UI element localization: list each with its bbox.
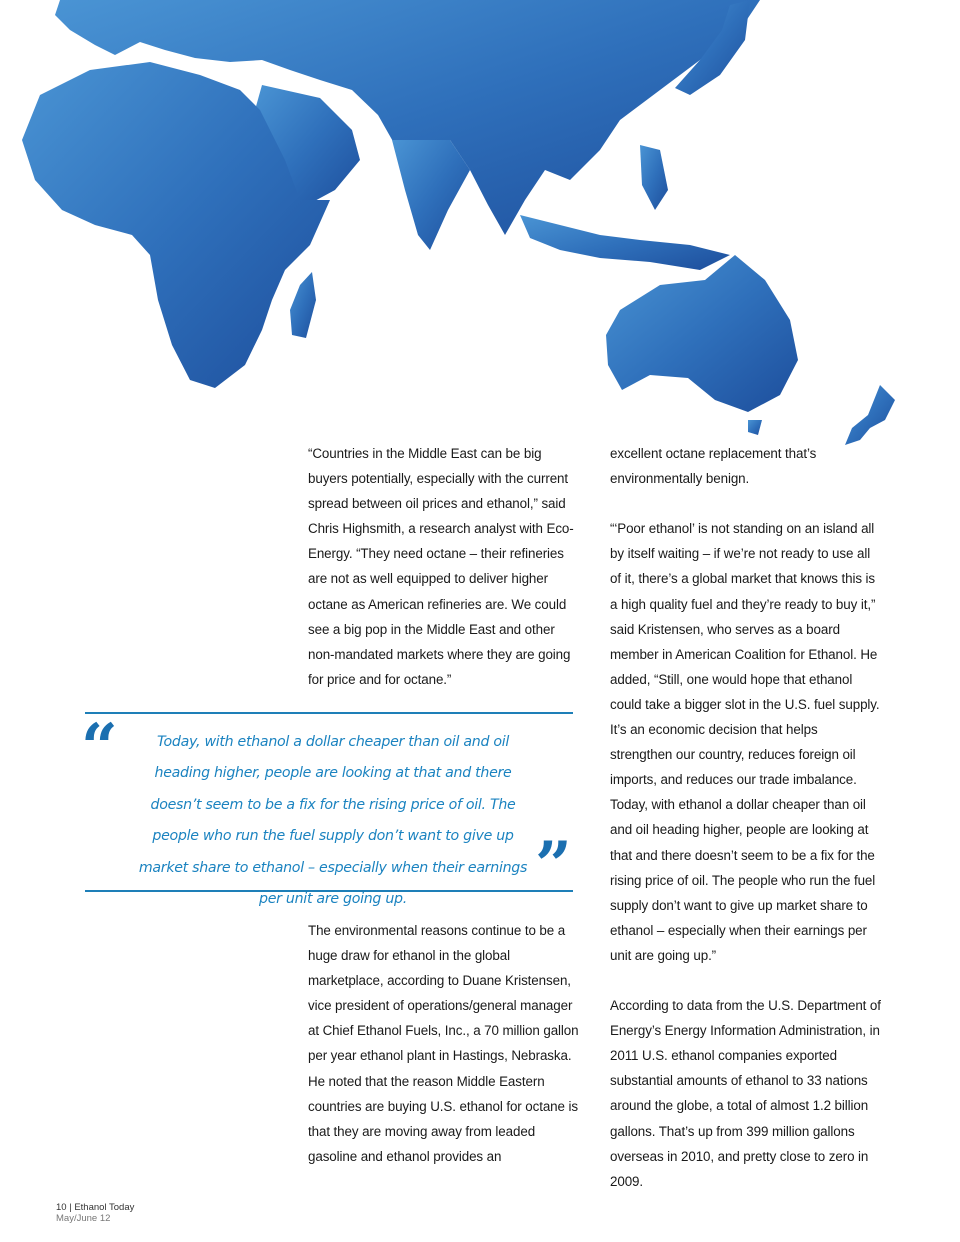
article-column-right: [610, 441, 882, 1194]
world-map-image: [0, 0, 960, 470]
article-column-left-bottom: [308, 918, 583, 1169]
indonesia-landmass: [520, 215, 730, 270]
issue-date: May/June 12: [56, 1213, 111, 1224]
tasmania-landmass: [748, 420, 762, 435]
page-footer: [56, 1202, 134, 1224]
pull-quote: [81, 710, 573, 908]
madagascar-landmass: [290, 272, 316, 338]
india-landmass: [392, 140, 470, 250]
page-number-line: 10 | Ethanol Today: [56, 1202, 135, 1213]
article-paragraph: excellent octane replacement that’s environmentally benign.: [610, 446, 817, 487]
article-column-left-top: [308, 441, 583, 692]
article-paragraph: “Countries in the Middle East can be big buyers potentially, especially with the current spread between oil prices and ethanol,” said Chris Highsmith, a research analyst with Eco-Energy. “They need octane – their refineries are not as well equipped to deliver higher octane as American refineries are. We could see a big pop in the Middle East and other non-mandated markets where they are going for price and for octane.”: [308, 446, 574, 687]
australia-landmass: [606, 255, 798, 412]
close-quote-mark: ”: [535, 828, 572, 903]
philippines-landmass: [640, 145, 668, 210]
article-paragraph: The environmental reasons continue to be a huge draw for ethanol in the global marketplace, according to Duane Kristensen, vice president of operations/general manager at Chief Ethanol Fuels, Inc., a 70 million gallon per year ethanol plant in Hastings, Nebraska. He noted that the reason Middle Eastern countries are buying U.S. ethanol for octane is that they are moving away from leaded gasoline and ethanol provides an: [308, 923, 579, 1164]
article-paragraph: “‘Poor ethanol’ is not standing on an island all by itself waiting – if we’re not ready to use all of it, there’s a global market that knows this is a high quality fuel and they’re ready to buy it,” said Kristensen, who serves as a board member in American Coalition for Ethanol. He added, “Still, one would hope that ethanol could take a bigger slot in the U.S. fuel supply. It’s an economic decision that helps strengthen our country, reduces foreign oil imports, and reduces our trade imbalance. Today, with ethanol a dollar cheaper than oil and oil heading higher, people are looking at that and there doesn’t seem to be a fix for the rising price of oil. The people who run the fuel supply don’t want to give up market share to ethanol – especially when their earnings per unit are going up.”: [610, 521, 880, 963]
new-zealand-landmass: [845, 385, 895, 445]
pull-quote-text: Today, with ethanol a dollar cheaper than oil and oil heading higher, people are looking at that and there doesn’t seem to be a fix for the rising price of oil. The people who run the fuel supply don’t want to give up market share to ethanol – especially when their earnings per unit are going up.: [138, 734, 528, 908]
article-paragraph: According to data from the U.S. Department of Energy’s Energy Information Administration, in 2011 U.S. ethanol companies exported substantial amounts of ethanol to 33 nations around the globe, a total of almost 1.2 billion gallons. That’s up from 399 million gallons overseas in 2010, and pretty close to zero in 2009.: [610, 998, 881, 1189]
open-quote-mark: “: [81, 710, 118, 785]
